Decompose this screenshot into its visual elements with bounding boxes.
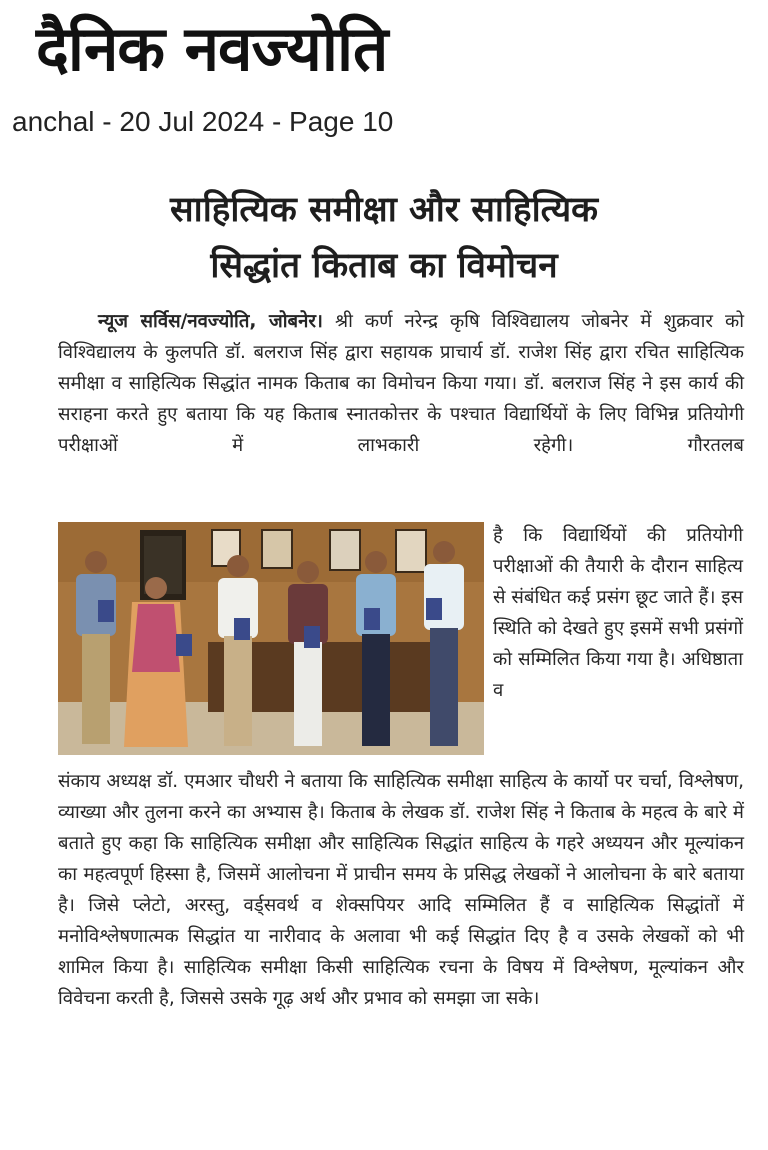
photo-book — [234, 618, 250, 640]
article-side-column: है कि विद्यार्थियों की प्रतियोगी परीक्षाओं की तैयारी के दौरान साहित्य से संबंधित कई प्रसंग छूट जाते हैं। इस स्थिति को देखते हुए इसमें सभी प्रसंगों को सम्मिलित किया गया है। अधिष्ठाता व — [493, 525, 743, 701]
photo-person — [76, 551, 116, 744]
photo-portrait — [262, 530, 292, 568]
photo-person — [356, 551, 396, 746]
photo-book — [304, 626, 320, 648]
photo-person — [124, 577, 188, 747]
photo-book — [176, 634, 192, 656]
photo-illustration — [58, 522, 484, 755]
article-headline — [40, 182, 728, 294]
dateline: न्यूज सर्विस/नवज्योति, जोबनेर। — [98, 311, 323, 332]
photo-person — [424, 541, 464, 746]
photo-book — [426, 598, 442, 620]
photo-portrait — [396, 530, 426, 572]
article-bottom: संकाय अध्यक्ष डॉ. एमआर चौधरी ने बताया कि साहित्यिक समीक्षा साहित्य के कार्यो पर चर्चा, विश्लेषण, व्याख्या और तुलना करने का अभ्यास है। किताब के लेखक डॉ. राजेश सिंह ने किताब के महत्व के बारे में बताते हुए कहा कि साहित्यिक समीक्षा और साहित्यिक सिद्धांत साहित्य के गहरे अध्ययन और मूल्यांकन का महत्वपूर्ण हिस्सा है, जिसमें आलोचना में प्राचीन समय के प्रसिद्ध लेखकों ने आलोचना के बारे बताया है। जिसे प्लेटो, अरस्तु, वर्ड्सवर्थ व शेक्सपियर आदि सम्मिलित हैं व साहित्यिक सिद्धांतों में मनोविश्लेषणात्मक सिद्धांत या नारीवाद के अलावा भी कई सिद्धांत दिए है व उसके लेखकों को भी शामिल किया है। साहित्यिक समीक्षा किसी साहित्यिक रचना के विषय में विश्लेषण, मूल्यांकन और विवेचना करती है, जिससे उसके गूढ़ अर्थ और प्रभाव को समझा जा सके। — [58, 771, 744, 1009]
headline-line-2: सिद्धांत किताब का विमोचन — [210, 246, 558, 286]
masthead: दैनिक नवज्योति — [36, 12, 388, 85]
article-photo — [58, 522, 484, 755]
photo-person — [288, 561, 328, 746]
intro-text: श्री कर्ण नरेन्द्र कृषि विश्विद्यालय जोबनेर में शुक्रवार को विश्विद्यालय के कुलपति डॉ. बलराज सिंह द्वारा सहायक प्राचार्य डॉ. राजेश सिंह द्वारा रचित साहित्यिक समीक्षा व साहित्यिक सिद्धांत नामक किताब का विमोचन किया गया। डॉ. बलराज सिंह ने इस कार्य की सराहना करते हुए बताया कि यह किताब स्नातकोत्तर के पश्चात विद्यार्थियों के लिए विभिन्न प्रतियोगी परीक्षाओं में लाभकारी रहेगी। गौरतलब — [58, 311, 744, 456]
article-intro — [58, 306, 744, 461]
photo-book — [98, 600, 114, 622]
edition-line: anchal - 20 Jul 2024 - Page 10 — [12, 106, 394, 137]
headline-line-1: साहित्यिक समीक्षा और साहित्यिक — [169, 190, 599, 230]
photo-person — [218, 555, 258, 746]
photo-book — [364, 608, 380, 630]
photo-portrait — [330, 530, 360, 570]
